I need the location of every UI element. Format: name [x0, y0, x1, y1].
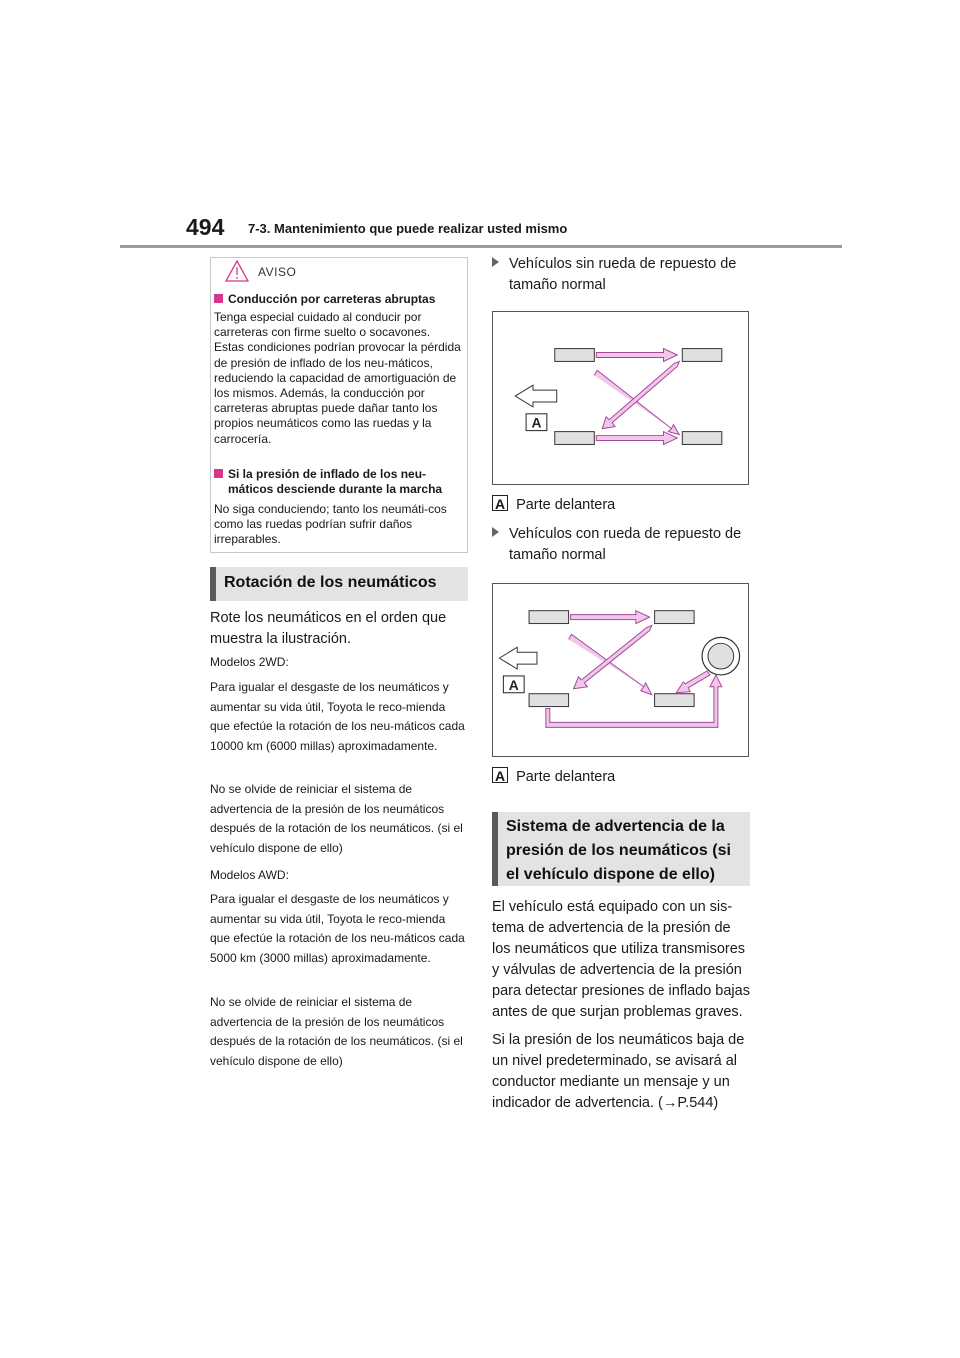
front-direction-arrow [499, 647, 537, 669]
rear-right-tire [655, 694, 695, 707]
rotation-arrow-bottom [596, 432, 677, 445]
with-spare-heading: Vehículos con rueda de repuesto de tamaño normal [492, 524, 752, 566]
front-marker-label: A [492, 495, 508, 511]
rotation-arrow-diag-up [602, 361, 679, 428]
warning-triangle-icon [224, 259, 250, 283]
front-left-tire [555, 349, 595, 362]
rear-right-tire [682, 432, 722, 445]
rotation-intro: Rote los neumáticos en el orden que muestra la ilustración. [210, 610, 447, 647]
warning-heading-1: Conducción por carreteras abruptas [214, 292, 464, 307]
warning-text-2: No siga conduciendo; tanto los neumáti-cos como las ruedas podrían sufrir daños irreparables. [214, 502, 447, 547]
rotation-diagram-with-spare [492, 583, 749, 757]
section-header-rotation: Rotación de los neumáticos [210, 567, 468, 601]
triangle-bullet-icon [492, 527, 499, 537]
page-number: 494 [186, 214, 225, 240]
tpws-paragraph-2: Si la presión de los neumáticos baja de un nivel predeterminado, se avisará al conductor mediante un mensaje y un indicador de advertencia. (→P.544) [492, 1032, 745, 1111]
rotation-arrow-top [596, 349, 677, 362]
front-direction-arrow [515, 385, 557, 407]
reset-note-2wd: No se olvide de reiniciar el sistema de advertencia de la presión de los neumáticos después de la rotación de los neumáticos. (si el vehículo dispone de ello) [210, 782, 463, 855]
no-spare-heading: Vehículos sin rueda de repuesto de tamaño normal [492, 254, 752, 296]
front-left-tire [529, 611, 569, 624]
rotation-arrow-top [571, 611, 650, 624]
svg-text:A: A [508, 676, 519, 693]
warning-label: AVISO [258, 265, 297, 279]
square-bullet-icon [214, 469, 223, 478]
front-right-tire [682, 349, 722, 362]
svg-text:A: A [531, 414, 542, 431]
legend-1: A Parte delantera [492, 495, 752, 516]
rotation-diagram-no-spare [492, 311, 749, 485]
tpws-paragraph-1: El vehículo está equipado con un sis-tema de advertencia de la presión de los neumáticos que utiliza transmisores y válvulas de advertencia de la presión para detectar presiones de inflado bajas antes de que surjan problemas graves. [492, 899, 750, 1020]
front-marker-label: A [492, 767, 508, 783]
warning-text-1: Tenga especial cuidado al conducir por carreteras con firme suelto o socavones. Estas condiciones podrían provocar la pérdida de presión de inflado de los neu-máticos, reduciendo la capacidad de amortiguación de los mismos. Además, la conducción por carreteras abruptas puede dañar tanto los propios neumáticos como las ruedas y la carrocería. [214, 310, 461, 446]
rotation-arrow-to-spare-slot [676, 671, 710, 693]
header-rule [120, 245, 842, 248]
rotation-arrow-diag-up [574, 626, 652, 689]
rear-left-tire [555, 432, 595, 445]
models-awd-label: Modelos AWD: [210, 868, 289, 882]
legend-2: A Parte delantera [492, 767, 752, 788]
rotation-text-awd: Para igualar el desgaste de los neumáticos y aumentar su vida útil, Toyota le reco-mienda que efectúe la rotación de los neu-máticos cada 5000 km (3000 millas) aproximadamente. [210, 892, 465, 965]
rotation-text-2wd: Para igualar el desgaste de los neumáticos y aumentar su vida útil, Toyota le reco-mienda que efectúe la rotación de los neu-máticos cada 10000 km (6000 millas) aproximadamente. [210, 680, 465, 753]
section-title: 7-3. Mantenimiento que puede realizar usted mismo [248, 221, 568, 236]
front-right-tire [655, 611, 695, 624]
warning-heading-2: Si la presión de inflado de los neu-máticos desciende durante la marcha [214, 467, 462, 497]
rear-left-tire [529, 694, 569, 707]
square-bullet-icon [214, 294, 223, 303]
triangle-bullet-icon [492, 257, 499, 267]
models-2wd-label: Modelos 2WD: [210, 655, 289, 669]
reset-note-awd: No se olvide de reiniciar el sistema de advertencia de la presión de los neumáticos después de la rotación de los neumáticos. (si el vehículo dispone de ello) [210, 995, 463, 1068]
section-header-tpws: Sistema de advertencia de la presión de los neumáticos (si el vehículo dispone de ello) [492, 812, 750, 886]
